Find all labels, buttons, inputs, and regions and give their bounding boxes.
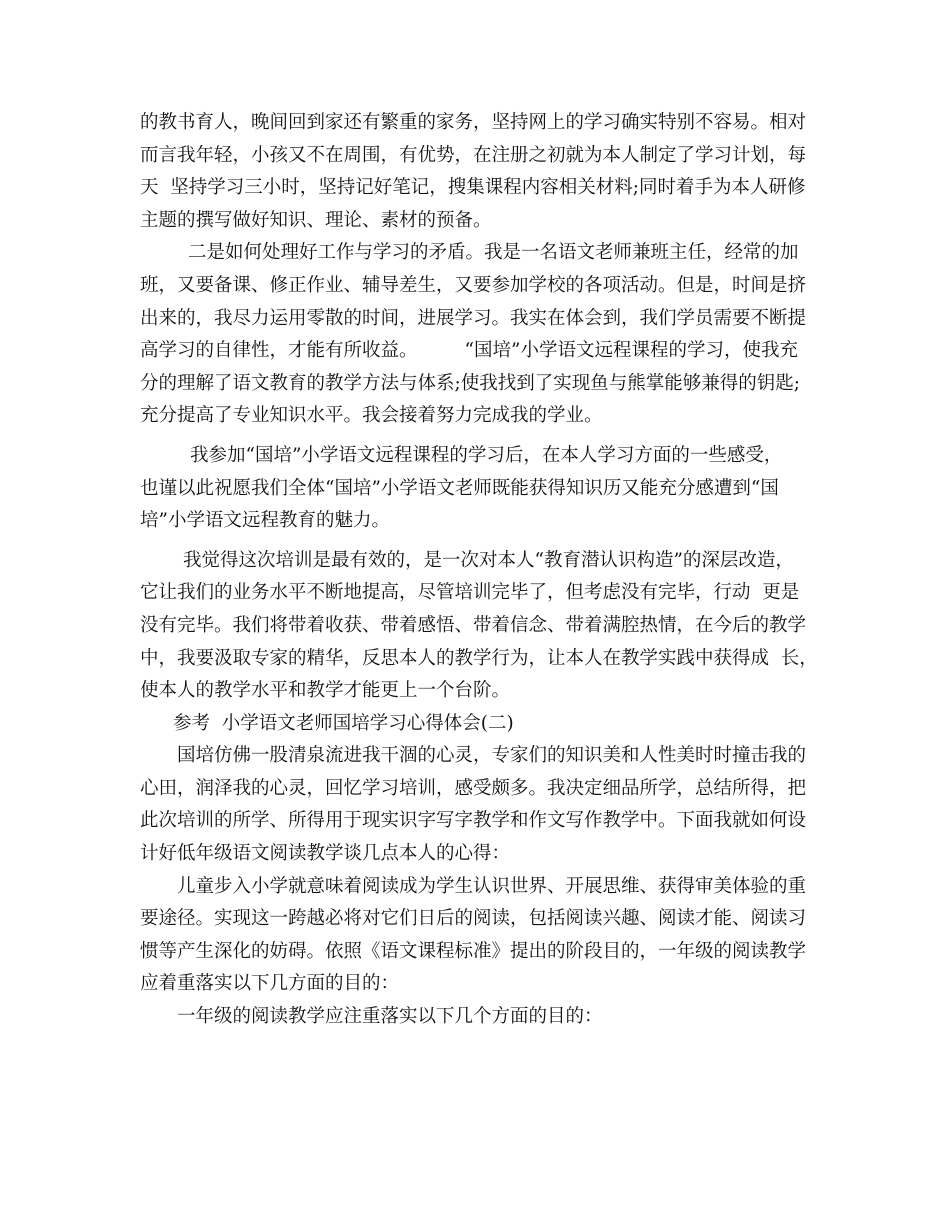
- text-line: 充分提高了专业知识水平。我会接着努力完成我的学业。: [140, 405, 603, 427]
- paragraph-5: [140, 740, 826, 870]
- text-line: 我参加“国培”小学语文远程课程的学习后，在本人学习方面的一些感受，: [190, 444, 783, 466]
- paragraph-7: [140, 1001, 826, 1034]
- text-line: 惯等产生深化的妨碍。依照《语文课程标准》提出的阶段目的，一年级的阅读教学: [140, 940, 807, 962]
- text-line: 使本人的教学水平和教学才能更上一个台阶。: [140, 680, 511, 702]
- paragraph-1: [140, 107, 826, 237]
- section-heading: 参考 小学语文老师国培学习心得体会(二): [173, 712, 514, 734]
- paragraph-4: [140, 545, 826, 708]
- text-line: 我觉得这次培训是最有效的，是一次对本人“教育潜认识构造”的深层改造，: [183, 549, 794, 571]
- text-line: 也谨以此祝愿我们全体“国培”小学语文老师既能获得知识历又能充分感遭到“国: [140, 477, 779, 499]
- document-page: [140, 107, 826, 1034]
- text-line: 班，又要备课、修正作业、辅导差生，又要参加学校的各项活动。但是，时间是挤: [140, 274, 807, 296]
- text-line: 一年级的阅读教学应注重落实以下几个方面的目的：: [177, 1006, 603, 1028]
- paragraph-2: [140, 237, 826, 433]
- text-line: 主题的撰写做好知识、理论、素材的预备。: [140, 209, 492, 231]
- text-line: 它让我们的业务水平不断地提高，尽管培训完毕了，但考虑没有完毕，行动 更是: [140, 582, 800, 604]
- text-line: 分的理解了语文教育的教学方法与体系;使我找到了实现鱼与熊掌能够兼得的钥匙;: [140, 372, 800, 394]
- text-line: 而言我年轻，小孩又不在周围，有优势，在注册之初就为本人制定了学习计划，每: [140, 144, 807, 166]
- text-line: 要途径。实现这一跨越必将对它们日后的阅读，包括阅读兴趣、阅读才能、阅读习: [140, 908, 807, 930]
- text-line: 高学习的自律性，才能有所收益。 “国培”小学语文远程课程的学习，使我充: [140, 340, 798, 362]
- text-line: 心田，润泽我的心灵，回忆学习培训，感受颇多。我决定细品所学，总结所得，把: [140, 777, 807, 799]
- text-line: 国培仿佛一股清泉流进我干涸的心灵，专家们的知识美和人性美时时撞击我的: [177, 745, 807, 767]
- text-line: 应着重落实以下几方面的目的：: [140, 973, 400, 995]
- text-line: 天 坚持学习三小时，坚持记好笔记，搜集课程内容相关材料;同时着手为本人研修: [140, 177, 806, 199]
- text-line: 出来的，我尽力运用零散的时间，进展学习。我实在体会到，我们学员需要不断提: [140, 307, 807, 329]
- text-line: 此次培训的所学、所得用于现实识字写字教学和作文写作教学中。下面我就如何设: [140, 810, 807, 832]
- text-line: 没有完毕。我们将带着收获、带着感悟、带着信念、带着满腔热情，在今后的教学: [140, 614, 807, 636]
- text-line: 培”小学语文远程教育的魅力。: [140, 510, 390, 532]
- paragraph-6: [140, 871, 826, 1001]
- text-line: 二是如何处理好工作与学习的矛盾。我是一名语文老师兼班主任，经常的加: [188, 242, 799, 264]
- text-line: 计好低年级语文阅读教学谈几点本人的心得：: [140, 843, 511, 865]
- text-line: 儿童步入小学就意味着阅读成为学生认识世界、开展思维、获得审美体验的重: [177, 875, 807, 897]
- paragraph-3: [140, 440, 826, 538]
- text-line: 中，我要汲取专家的精华，反思本人的教学行为，让本人在教学实践中获得成 长，: [140, 647, 818, 669]
- text-line: 的教书育人，晚间回到家还有繁重的家务，坚持网上的学习确实特别不容易。相对: [140, 112, 807, 133]
